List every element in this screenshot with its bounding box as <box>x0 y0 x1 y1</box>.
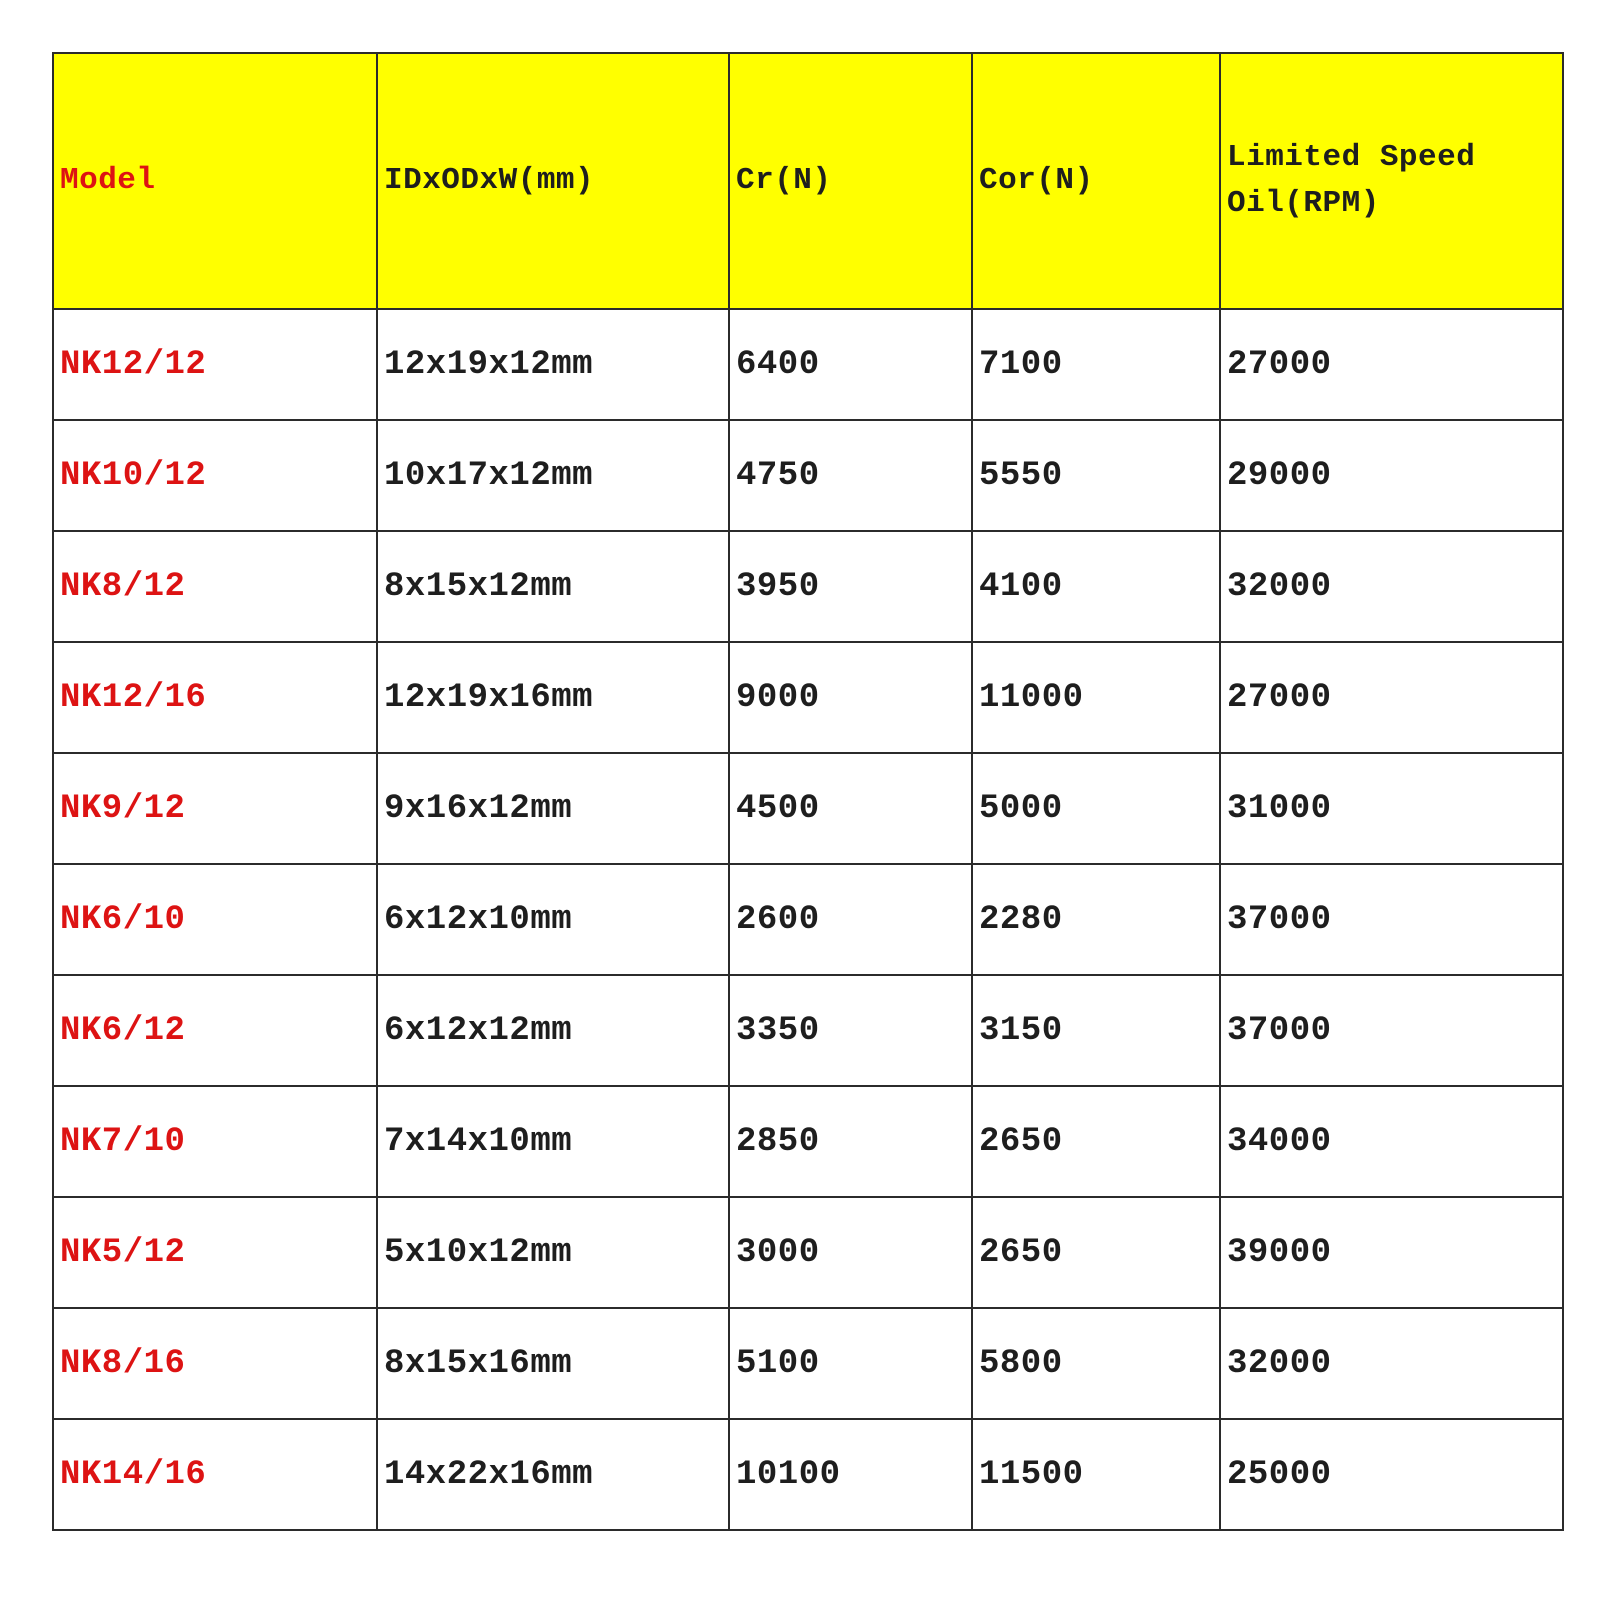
cell-cor: 2650 <box>972 1086 1220 1197</box>
table-row <box>53 1086 1563 1197</box>
cell-dimensions: 8x15x12mm <box>377 531 729 642</box>
cell-speed: 32000 <box>1220 531 1563 642</box>
cell-cor: 3150 <box>972 975 1220 1086</box>
table-row <box>53 864 1563 975</box>
header-model: Model <box>53 53 377 309</box>
table-row <box>53 531 1563 642</box>
cell-speed: 32000 <box>1220 1308 1563 1419</box>
cell-dimensions: 12x19x12mm <box>377 309 729 420</box>
cell-model: NK5/12 <box>53 1197 377 1308</box>
header-limited-speed: Limited Speed Oil(RPM) <box>1220 53 1563 309</box>
table-body <box>53 309 1563 1530</box>
cell-cor: 5800 <box>972 1308 1220 1419</box>
table-row <box>53 642 1563 753</box>
cell-cor: 4100 <box>972 531 1220 642</box>
cell-model: NK7/10 <box>53 1086 377 1197</box>
table-row <box>53 309 1563 420</box>
cell-model: NK14/16 <box>53 1419 377 1530</box>
cell-dimensions: 6x12x10mm <box>377 864 729 975</box>
cell-dimensions: 6x12x12mm <box>377 975 729 1086</box>
table-row <box>53 975 1563 1086</box>
cell-dimensions: 12x19x16mm <box>377 642 729 753</box>
cell-speed: 37000 <box>1220 975 1563 1086</box>
cell-model: NK12/12 <box>53 309 377 420</box>
cell-cor: 5550 <box>972 420 1220 531</box>
table-row <box>53 420 1563 531</box>
cell-model: NK10/12 <box>53 420 377 531</box>
cell-cr: 4500 <box>729 753 972 864</box>
cell-cr: 9000 <box>729 642 972 753</box>
cell-cor: 11000 <box>972 642 1220 753</box>
cell-cr: 3350 <box>729 975 972 1086</box>
cell-dimensions: 8x15x16mm <box>377 1308 729 1419</box>
table-row <box>53 1308 1563 1419</box>
cell-speed: 31000 <box>1220 753 1563 864</box>
cell-speed: 27000 <box>1220 309 1563 420</box>
cell-speed: 29000 <box>1220 420 1563 531</box>
cell-dimensions: 9x16x12mm <box>377 753 729 864</box>
cell-speed: 39000 <box>1220 1197 1563 1308</box>
cell-cr: 6400 <box>729 309 972 420</box>
cell-dimensions: 7x14x10mm <box>377 1086 729 1197</box>
cell-model: NK12/16 <box>53 642 377 753</box>
cell-model: NK8/16 <box>53 1308 377 1419</box>
cell-dimensions: 5x10x12mm <box>377 1197 729 1308</box>
header-row <box>53 53 1563 309</box>
cell-model: NK9/12 <box>53 753 377 864</box>
cell-model: NK6/12 <box>53 975 377 1086</box>
header-dimensions: IDxODxW(mm) <box>377 53 729 309</box>
cell-model: NK6/10 <box>53 864 377 975</box>
cell-cr: 3950 <box>729 531 972 642</box>
header-cr: Cr(N) <box>729 53 972 309</box>
cell-cor: 7100 <box>972 309 1220 420</box>
cell-cor: 2650 <box>972 1197 1220 1308</box>
cell-cr: 2600 <box>729 864 972 975</box>
cell-cr: 5100 <box>729 1308 972 1419</box>
cell-cr: 10100 <box>729 1419 972 1530</box>
bearing-spec-table <box>52 52 1564 1531</box>
cell-speed: 25000 <box>1220 1419 1563 1530</box>
cell-speed: 27000 <box>1220 642 1563 753</box>
cell-cor: 11500 <box>972 1419 1220 1530</box>
cell-dimensions: 14x22x16mm <box>377 1419 729 1530</box>
cell-dimensions: 10x17x12mm <box>377 420 729 531</box>
cell-cor: 5000 <box>972 753 1220 864</box>
table-row <box>53 753 1563 864</box>
cell-cor: 2280 <box>972 864 1220 975</box>
cell-speed: 37000 <box>1220 864 1563 975</box>
cell-cr: 3000 <box>729 1197 972 1308</box>
cell-cr: 4750 <box>729 420 972 531</box>
header-cor: Cor(N) <box>972 53 1220 309</box>
table-row <box>53 1197 1563 1308</box>
cell-speed: 34000 <box>1220 1086 1563 1197</box>
cell-model: NK8/12 <box>53 531 377 642</box>
cell-cr: 2850 <box>729 1086 972 1197</box>
table-row <box>53 1419 1563 1530</box>
